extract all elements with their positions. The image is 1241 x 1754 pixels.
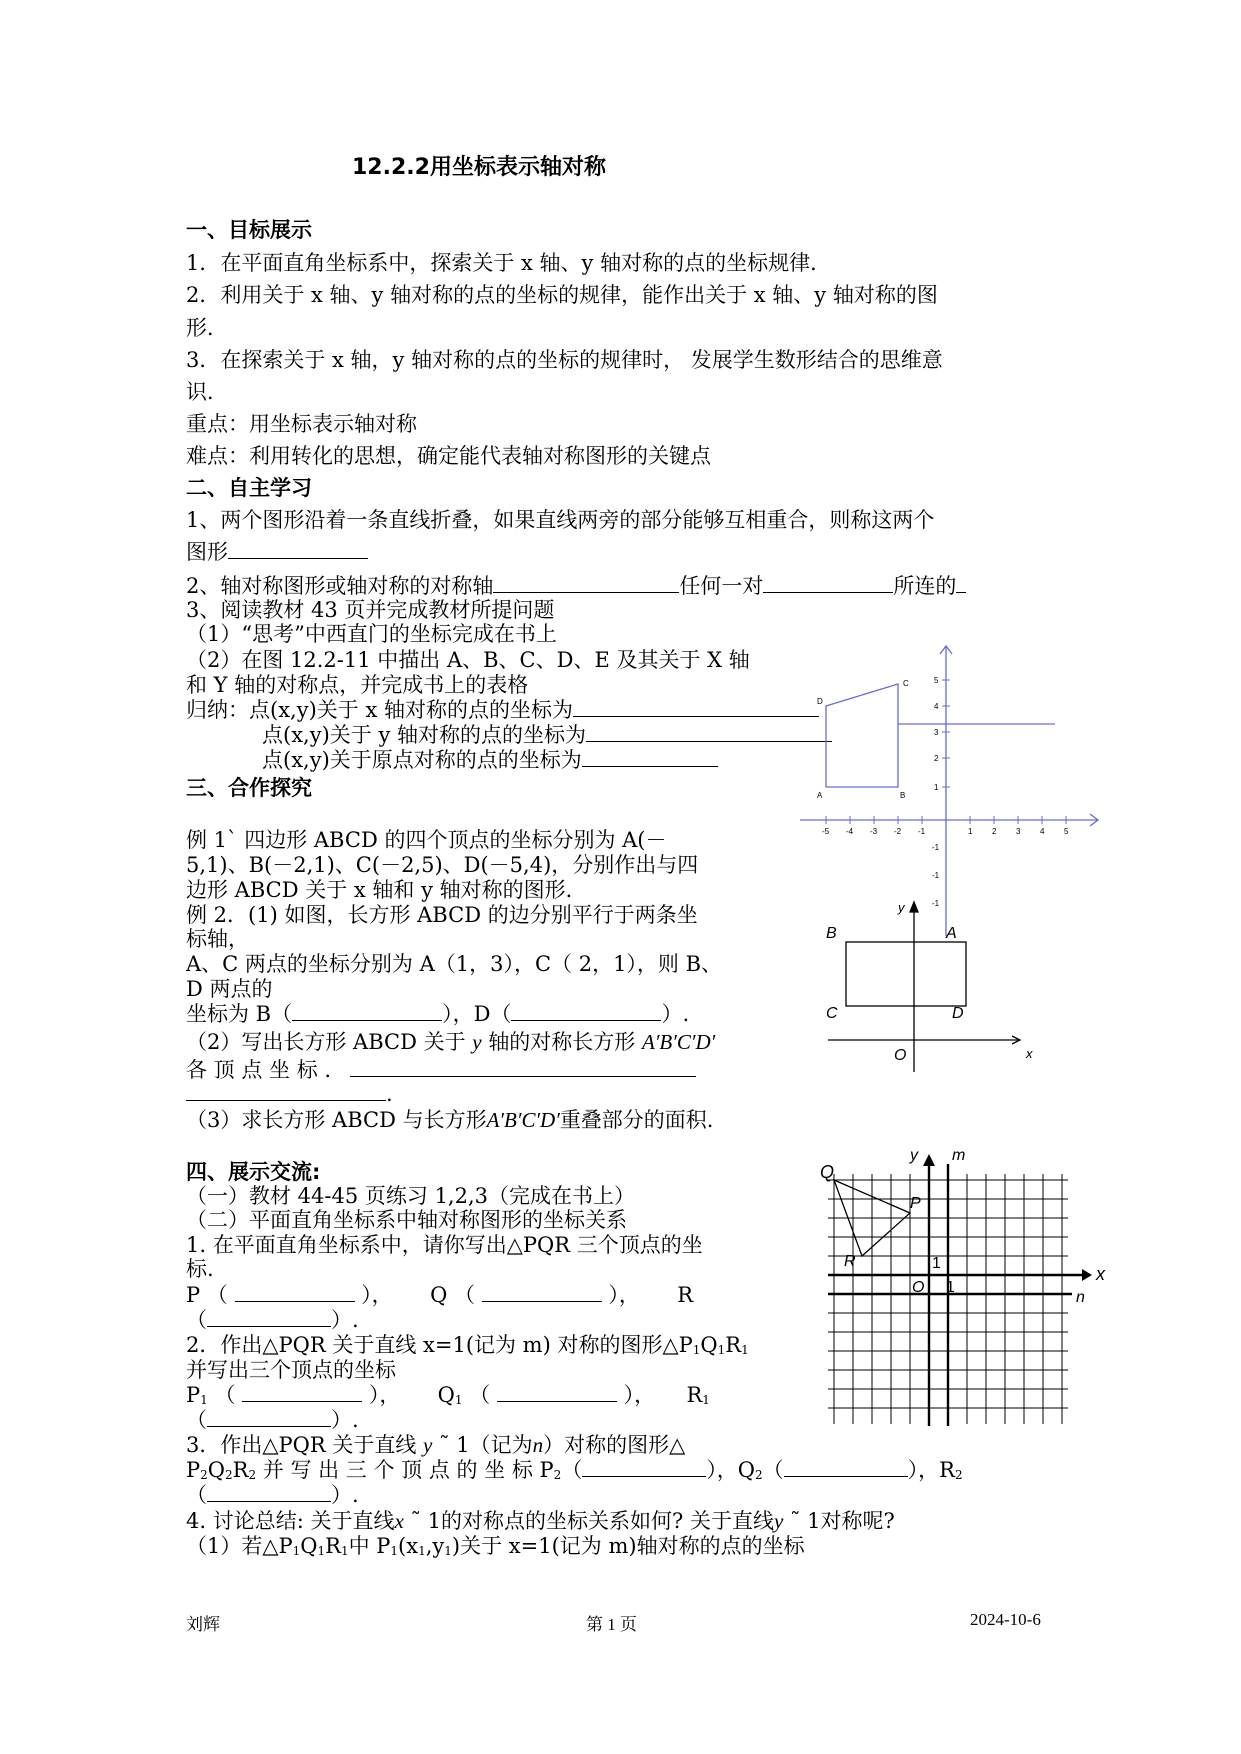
answer-blank[interactable] — [493, 574, 679, 593]
text: （ — [186, 1408, 207, 1432]
text: ）. — [331, 1308, 359, 1332]
point-label: Q — [820, 1162, 835, 1182]
text-line: 难点：利用转化的思想，确定能代表轴对称图形的关键点 — [186, 444, 711, 468]
text-line — [186, 1030, 715, 1054]
tick-label: -4 — [846, 827, 854, 836]
answer-blank[interactable] — [235, 1283, 355, 1302]
text: 点(x,y)关于原点对称的点的坐标为 — [262, 748, 582, 772]
answer-blank[interactable] — [582, 1458, 706, 1477]
axis-label: x — [1096, 1264, 1105, 1284]
text: R — [677, 1283, 694, 1307]
text-line: 标. — [186, 1257, 214, 1281]
answer-blank[interactable] — [586, 723, 832, 742]
text-line: （2）在图 12.2-11 中描出 A、B、C、D、E 及其关于 X 轴 — [186, 648, 750, 672]
text-line: 标轴， — [186, 927, 249, 951]
answer-blank[interactable] — [573, 698, 819, 717]
point-label: P — [910, 1195, 921, 1212]
text: 1（记为 — [456, 1433, 533, 1457]
text: （3）求长方形 ABCD 与长方形 — [186, 1108, 487, 1132]
text-line: （1）“思考”中西直门的坐标完成在书上 — [186, 622, 557, 646]
text-line — [186, 1002, 689, 1026]
math-var: x — [394, 1509, 404, 1533]
grid-figure — [820, 1144, 1120, 1432]
point-label: R — [844, 1253, 856, 1270]
text: Q （ — [430, 1283, 475, 1307]
text: 各 顶 点 坐 标 . — [186, 1058, 332, 1082]
answer-blank[interactable] — [497, 1383, 617, 1402]
text: 图形 — [186, 540, 228, 564]
answer-blank[interactable] — [784, 1458, 908, 1477]
answer-blank[interactable] — [228, 540, 368, 559]
math-var: A′B′C′D′ — [642, 1030, 716, 1054]
tick-label: -1 — [918, 827, 926, 836]
answer-blank[interactable] — [763, 574, 893, 593]
tick-label: -1 — [932, 899, 940, 908]
answer-blank[interactable] — [242, 1383, 362, 1402]
text-line — [186, 1509, 895, 1533]
point-label: D — [952, 1005, 964, 1022]
axis-label: x — [1026, 1046, 1033, 1061]
text: ˜ — [403, 1509, 428, 1533]
text-line: 并写出三个顶点的坐标 — [186, 1358, 396, 1382]
coordinate-figure-1 — [800, 640, 1100, 940]
text-line — [186, 1483, 359, 1507]
text: 所连的 — [893, 574, 957, 598]
text-line — [262, 748, 718, 772]
text-line: 1. 在平面直角坐标系中，请你写出△PQR 三个顶点的坐 — [186, 1233, 703, 1257]
text-line: 形． — [186, 316, 228, 340]
text-line — [186, 1433, 685, 1457]
text: ）. — [661, 1002, 690, 1026]
text: 任何一对 — [679, 574, 764, 598]
text-line: 1、两个图形沿着一条直线折叠，如果直线两旁的部分能够互相重合，则称这两个 — [186, 508, 935, 532]
text-line — [186, 1058, 696, 1082]
text: P （ — [186, 1283, 228, 1307]
text: 1的对称点的坐标关系如何? 关于直线 — [427, 1509, 774, 1533]
text: . — [386, 1082, 393, 1106]
text: ）. — [331, 1408, 359, 1432]
text-line: 3、阅读教材 43 页并完成教材所提问题 — [186, 598, 555, 622]
tick-label: 4 — [1040, 827, 1045, 836]
math-var: n — [532, 1433, 544, 1457]
tick-label: -2 — [894, 827, 902, 836]
text: （ — [186, 1483, 207, 1507]
tick-label: 1 — [934, 783, 939, 792]
point-label: B — [900, 791, 906, 800]
answer-blank[interactable] — [207, 1308, 331, 1327]
footer-author: 刘辉 — [186, 1615, 220, 1634]
answer-blank[interactable] — [511, 1002, 661, 1021]
point-label: B — [826, 925, 837, 942]
text: ）， — [608, 1283, 640, 1307]
text-line: P1 （ ）， Q1 （ ）， R1 — [186, 1383, 710, 1407]
text-line: 1．在平面直角坐标系中，探索关于 x 轴、y 轴对称的点的坐标规律． — [186, 251, 832, 275]
axis-label: y — [898, 900, 905, 915]
tick-label: -3 — [870, 827, 878, 836]
text-line: 边形 ABCD 关于 x 轴和 y 轴对称的图形． — [186, 878, 587, 902]
text: 归纳：点(x,y)关于 x 轴对称的点的坐标为 — [186, 698, 573, 722]
text: 2、轴对称图形或轴对称的对称轴 — [186, 574, 494, 598]
answer-blank[interactable] — [292, 1002, 442, 1021]
text-line — [186, 698, 819, 722]
text: （ — [186, 1308, 207, 1332]
text: （2）写出长方形 ABCD 关于 — [186, 1030, 466, 1054]
text: ）对称的图形△ — [543, 1433, 686, 1457]
answer-blank[interactable] — [582, 748, 718, 767]
text-line — [186, 1408, 359, 1432]
answer-blank[interactable] — [186, 1082, 386, 1101]
text: ）. — [331, 1483, 359, 1507]
text-line: （1）若△P1Q1R1中 P1(x1,y1)关于 x=1(记为 m)轴对称的点的坐标 — [186, 1534, 805, 1558]
tick-label: -1 — [932, 871, 940, 880]
point-label: C — [826, 1005, 838, 1022]
math-var: y — [773, 1509, 784, 1533]
math-var: y — [472, 1030, 482, 1054]
text-line: 2．利用关于 x 轴、y 轴对称的点的坐标的规律，能作出关于 x 轴、y 轴对称的图 — [186, 283, 938, 307]
text-line — [262, 723, 832, 747]
text-line: 例 2．(1) 如图，长方形 ABCD 的边分别平行于两条坐 — [186, 903, 698, 927]
text: 中 P — [348, 1534, 391, 1558]
tick-label: 1 — [932, 1255, 941, 1272]
text: ˜ — [432, 1433, 457, 1457]
tick-label: 1 — [968, 827, 973, 836]
origin-label: O — [894, 1047, 907, 1064]
text: )关于 x=1(记为 m)轴对称的点的坐标 — [451, 1534, 805, 1558]
answer-blank[interactable] — [207, 1483, 331, 1502]
text: 并 写 出 三 个 顶 点 的 坐 标 P — [262, 1458, 554, 1482]
text-line — [186, 1108, 714, 1132]
tick-label: 5 — [934, 676, 939, 685]
axis-label: y — [910, 1147, 918, 1164]
answer-blank[interactable] — [482, 1283, 602, 1302]
text-line: 例 1` 四边形 ABCD 的四个顶点的坐标分别为 A(－ — [186, 828, 667, 852]
text-line: （一）教材 44-45 页练习 1,2,3（完成在书上） — [186, 1184, 635, 1208]
text-line: 2．作出△PQR 关于直线 x=1(记为 m) 对称的图形△P1Q1R1 — [186, 1333, 749, 1357]
point-label: A — [946, 925, 957, 942]
text: （1）若△P — [186, 1534, 293, 1558]
text-line: （二）平面直角坐标系中轴对称图形的坐标关系 — [186, 1208, 627, 1232]
point-label: D — [817, 697, 823, 706]
section-heading: 二、自主学习 — [186, 476, 312, 500]
text-line: 5,1)、B(－2,1)、C(－2,5)、D(－5,4)，分别作出与四 — [186, 853, 699, 877]
origin-label: O — [912, 1279, 925, 1296]
text: 1对称呢? — [807, 1509, 895, 1533]
tick-label: 3 — [934, 728, 939, 737]
tick-label: -1 — [932, 843, 940, 852]
rectangle-figure — [820, 898, 1040, 1076]
text: ˜ — [783, 1509, 808, 1533]
text-line — [186, 1283, 693, 1307]
text-line — [186, 1082, 393, 1106]
text: 轴的对称长方形 — [488, 1030, 636, 1054]
section-heading: 三、合作探究 — [186, 776, 312, 800]
math-var: A′B′C′D′ — [486, 1108, 560, 1132]
text: 坐标为 B（ — [186, 1002, 293, 1026]
axis-label: m — [952, 1147, 966, 1164]
answer-blank[interactable] — [350, 1058, 696, 1077]
answer-blank[interactable] — [956, 574, 966, 593]
axis-label: n — [1076, 1289, 1085, 1306]
text-line — [186, 574, 966, 598]
text-line: D 两点的 — [186, 977, 273, 1001]
text: 重叠部分的面积. — [559, 1108, 714, 1132]
text-line: 识． — [186, 380, 228, 404]
text: 4. 讨论总结: 关于直线 — [186, 1509, 395, 1533]
text: 2．作出△PQR 关于直线 x=1(记为 m) 对称的图形△P — [186, 1333, 693, 1357]
section-heading: 一、目标展示 — [186, 218, 312, 242]
tick-label: 1 — [946, 1279, 955, 1296]
text-line: 3．在探索关于 x 轴，y 轴对称的点的坐标的规律时， 发展学生数形结合的思维意 — [186, 348, 943, 372]
tick-label: -5 — [822, 827, 830, 836]
text: 点(x,y)关于 y 轴对称的点的坐标为 — [262, 723, 586, 747]
math-var: y — [423, 1433, 433, 1457]
tick-label: 2 — [992, 827, 997, 836]
text-line — [186, 1308, 359, 1332]
page-title: 12.2.2用坐标表示轴对称 — [352, 155, 606, 180]
tick-label: 4 — [934, 702, 939, 711]
tick-label: 2 — [934, 754, 939, 763]
section-heading: 四、展示交流: — [186, 1160, 321, 1184]
text: (x — [398, 1534, 419, 1558]
text: ,y — [425, 1534, 445, 1558]
answer-blank[interactable] — [207, 1408, 331, 1427]
point-label: A — [817, 791, 823, 800]
text-line: 重点：用坐标表示轴对称 — [186, 412, 417, 436]
text-line: 和 Y 轴的对称点，并完成书上的表格 — [186, 673, 529, 697]
footer-date: 2024-10-6 — [970, 1610, 1041, 1629]
tick-label: 3 — [1016, 827, 1021, 836]
text-line: P2Q2R2 并 写 出 三 个 顶 点 的 坐 标 P2（ ），Q2（ ），R2 — [186, 1458, 963, 1482]
text: ），D（ — [442, 1002, 512, 1026]
point-label: C — [903, 679, 909, 688]
footer-page-number: 第 1 页 — [586, 1615, 637, 1634]
text-line — [186, 540, 368, 564]
tick-label: 5 — [1064, 827, 1069, 836]
text-line: A、C 两点的坐标分别为 A（1，3），C（ 2，1），则 B、 — [186, 952, 723, 976]
text: 3．作出△PQR 关于直线 — [186, 1433, 417, 1457]
text: ）， — [361, 1283, 393, 1307]
